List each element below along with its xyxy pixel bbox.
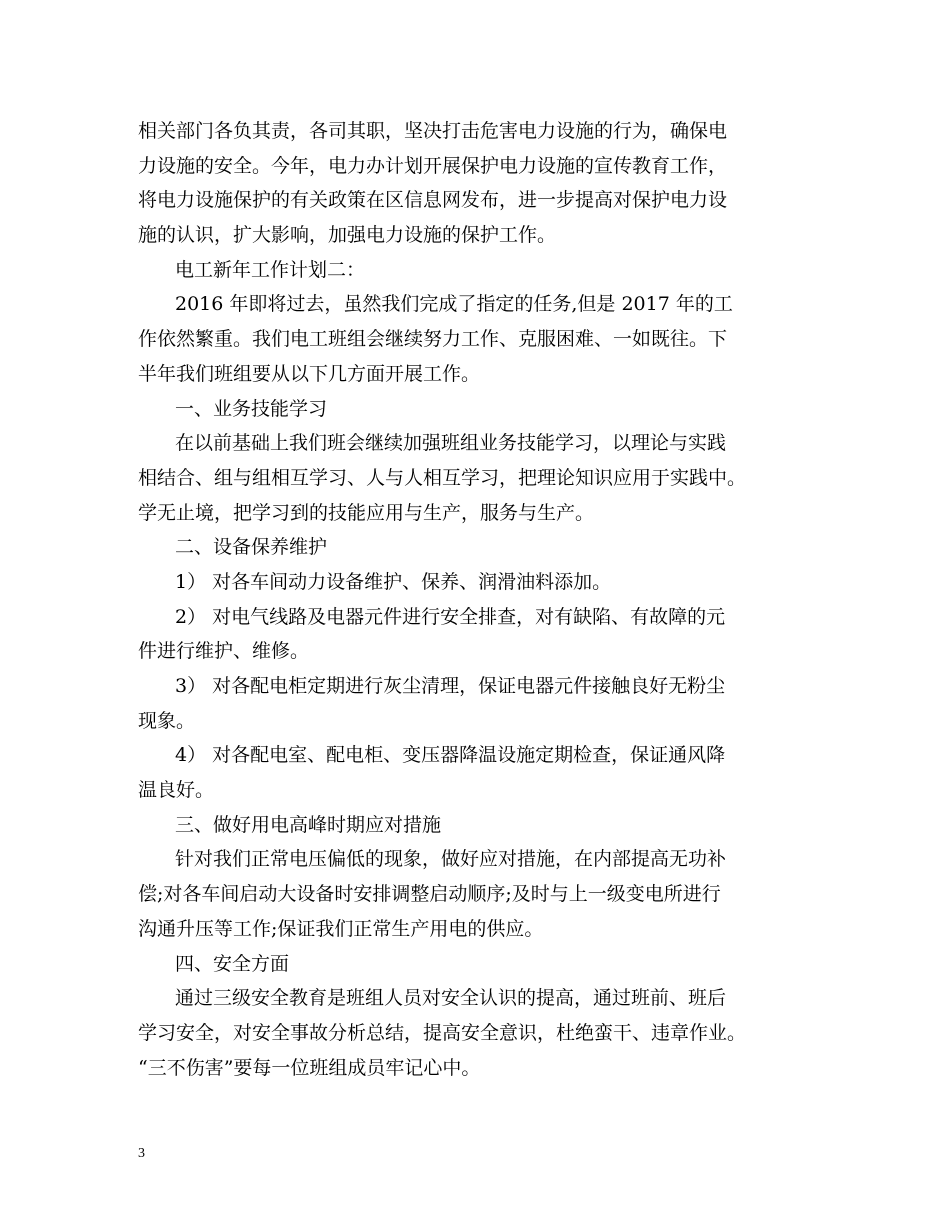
text-line: 作依然繁重。我们电工班组会继续努力工作、克服困难、一如既往。下 [138, 328, 728, 351]
text-line: 相结合、组与组相互学习、人与人相互学习，把理论知识应用于实践中。 [138, 466, 747, 489]
text-line: 学习安全，对安全事故分析总结，提高安全意识，杜绝蛮干、违章作业。 [138, 1021, 747, 1044]
text-line: 一、业务技能学习 [175, 397, 328, 420]
document-body [138, 114, 818, 1085]
text-line: 件进行维护、维修。 [138, 640, 310, 663]
text-line: 3） 对各配电柜定期进行灰尘清理，保证电器元件接触良好无粉尘 [175, 675, 726, 697]
text-line: “三不伤害”要每一位班组成员牢记心中。 [138, 1056, 481, 1079]
text-line: 三、做好用电高峰时期应对措施 [175, 813, 442, 836]
text-line: 2016 年即将过去，虽然我们完成了指定的任务,但是 2017 年的工 [175, 293, 733, 316]
text-line: 在以前基础上我们班会继续加强班组业务技能学习，以理论与实践 [175, 432, 727, 455]
text-line: 针对我们正常电压偏低的现象，做好应对措施，在内部提高无功补 [175, 848, 727, 871]
text-line: 沟通升压等工作;保证我们正常生产用电的供应。 [138, 917, 544, 940]
page-number: 3 [138, 1146, 145, 1161]
text-line: 力设施的安全。今年，电力办计划开展保护电力设施的宣传教育工作， [138, 154, 728, 177]
text-line: 4） 对各配电室、配电柜、变压器降温设施定期检查，保证通风降 [175, 744, 726, 767]
text-line: 施的认识，扩大影响，加强电力设施的保护工作。 [138, 224, 557, 247]
text-line: 现象。 [138, 709, 196, 732]
text-line: 温良好。 [138, 779, 215, 802]
text-line: 二、设备保养维护 [175, 536, 328, 559]
text-line: 四、安全方面 [175, 952, 290, 975]
text-line: 相关部门各负其责，各司其职，坚决打击危害电力设施的行为，确保电 [138, 120, 728, 142]
text-line: 2） 对电气线路及电器元件进行安全排查，对有缺陷、有故障的元 [175, 605, 726, 628]
text-line: 通过三级安全教育是班组人员对安全认识的提高，通过班前、班后 [175, 987, 727, 1010]
text-line: 电工新年工作计划二： [175, 258, 366, 281]
text-line: 学无止境，把学习到的技能应用与生产，服务与生产。 [138, 501, 595, 524]
text-line: 将电力设施保护的有关政策在区信息网发布，进一步提高对保护电力设 [138, 189, 728, 212]
text-line: 偿;对各车间启动大设备时安排调整启动顺序;及时与上一级变电所进行 [138, 883, 721, 906]
text-line: 半年我们班组要从以下几方面开展工作。 [138, 362, 481, 385]
text-line: 1） 对各车间动力设备维护、保养、润滑油料添加。 [175, 570, 612, 593]
